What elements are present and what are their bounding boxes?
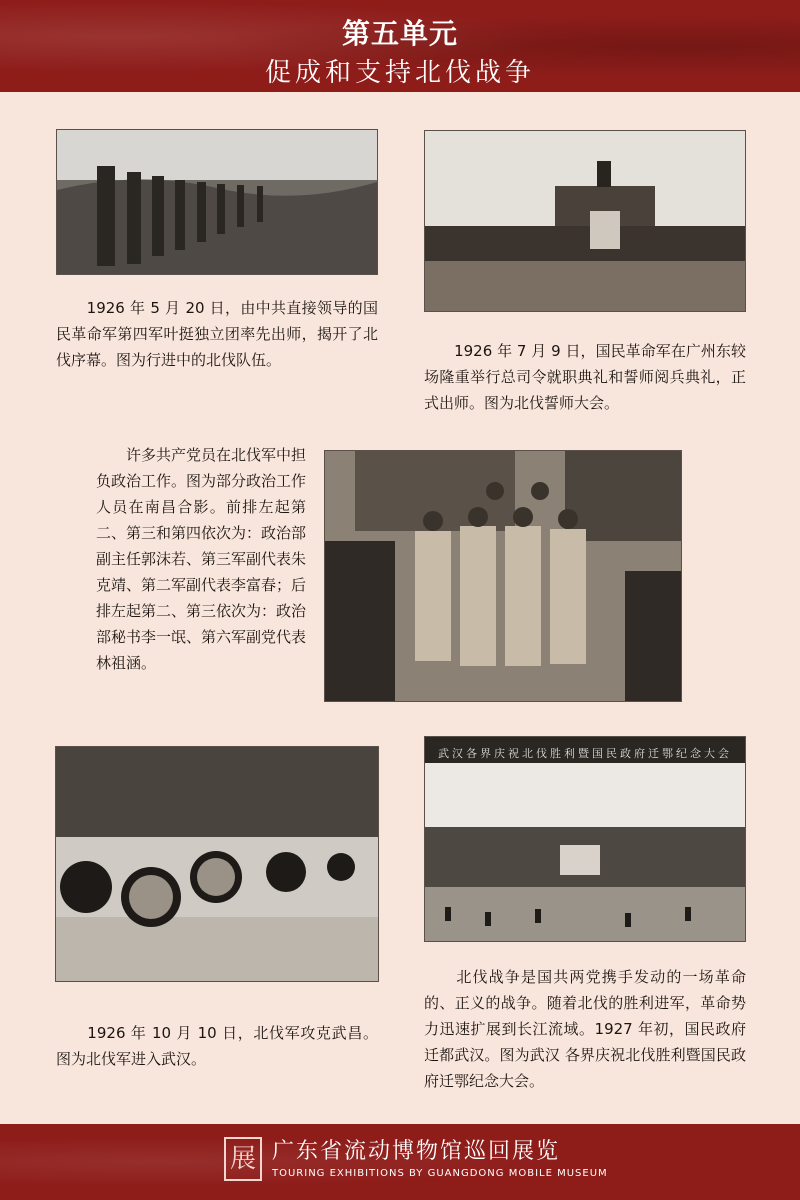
caption-political-workers: 许多共产党员在北伐军中担负政治工作。图为部分政治工作人员在南昌合影。前排左起第二、第三和第四依次为：政治部副主任郭沫若、第三军副代表朱克靖、第二军副代表李富春；后排左起第二、第三依次为：政治部秘书李一氓、第六军副党代表林祖涵。 (96, 446, 307, 672)
photo-entering-wuhan (55, 746, 379, 982)
unit-subtitle: 促成和支持北伐战争 (264, 58, 535, 88)
unit-title: 第五单元 (341, 17, 458, 50)
caption-marching: 1926 年 5 月 20 日，由中共直接领导的国民革命军第四军叶挺独立团率先出师，揭开了北伐序幕。图为行进中的北伐队伍。 (56, 299, 378, 369)
photo-oath-rally (424, 130, 746, 312)
caption-celebration: 北伐战争是国共两党携手发动的一场革命的、正义的战争。随着北伐的胜利进军，革命势力迅速扩展到长江流域。1927 年初，国民政府迁都武汉。图为武汉 各界庆祝北伐胜利暨国民政府迁鄂纪念大会。 (424, 968, 746, 1090)
museum-logo: 展 (224, 1137, 262, 1181)
photo-banner-text: 武汉各界庆祝北伐胜利暨国民政府迁鄂纪念大会 (438, 747, 732, 760)
header-banner (0, 0, 800, 92)
museum-name: 广东省流动博物馆巡回展览 (272, 1139, 561, 1164)
caption-wuhan: 1926 年 10 月 10 日，北伐军攻克武昌。图为北伐军进入武汉。 (56, 1024, 378, 1068)
photo-marching-troops (56, 129, 378, 275)
footer-banner (0, 1124, 800, 1200)
caption-oath: 1926 年 7 月 9 日，国民革命军在广州东较场隆重举行总司令就职典礼和誓师阅兵典礼，正式出师。图为北伐誓师大会。 (424, 342, 746, 412)
museum-name-english: TOURING EXHIBITIONS BY GUANGDONG MOBILE MUSEUM (272, 1168, 608, 1179)
photo-political-workers (324, 450, 682, 702)
photo-celebration-rally (424, 736, 746, 942)
